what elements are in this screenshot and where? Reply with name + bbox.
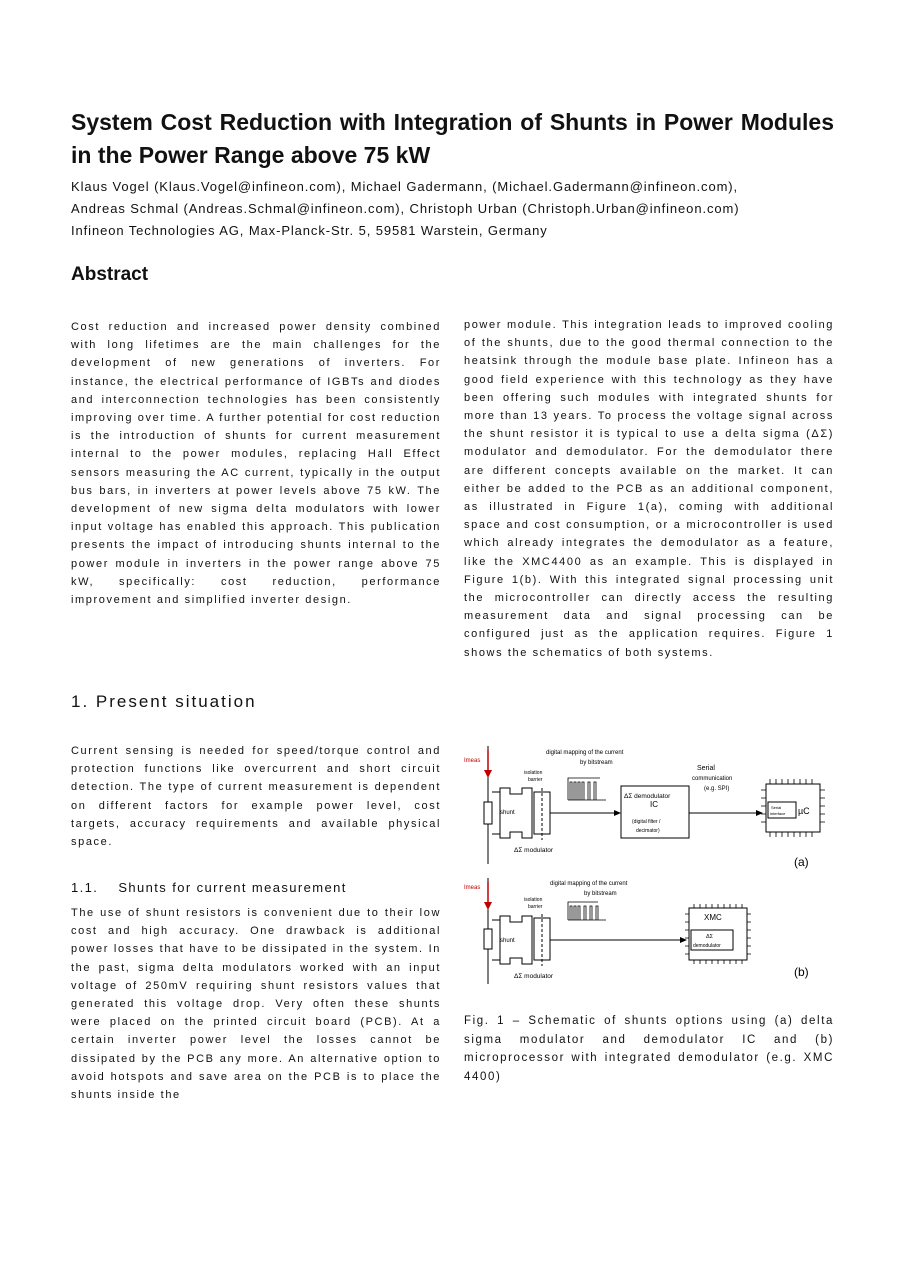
figure-b-label: (b)	[794, 965, 809, 979]
arrow-head	[614, 810, 621, 816]
section-1-1-text: The use of shunt resistors is convenient due to their low cost and high accuracy. One drawback is additional power losses that have to be dissipated in the system. In the past, sigma delta modulators worked with an input voltage of 250mV requiring shunt resistors values that generated this voltage drop. Very often these shunts were placed on the printed circuit board (PCB). At a certain inverter power level the losses cannot be dissipated by the PCB any more. An alternative option to avoid hotspots and save area on the PCB is to place the shunts inside the	[71, 907, 441, 1102]
xmc-demod-label-2: demodulator	[693, 943, 721, 949]
shunt-resistor	[484, 802, 492, 824]
demod-label-1: ΔΣ demodulator	[624, 793, 671, 800]
imeas-label: Imeas	[464, 758, 481, 764]
isolation-label-1: isolation	[524, 897, 543, 903]
uc-label: µC	[798, 806, 810, 816]
mapping-label-2: by bitstream	[580, 760, 613, 766]
serial-label-3: (e.g. SPI)	[704, 786, 730, 792]
figure-a-label: (a)	[794, 855, 809, 869]
imeas-label: Imeas	[464, 885, 481, 891]
abstract-heading: Abstract	[71, 264, 149, 285]
serial-label-2: communication	[692, 776, 733, 782]
shunt-resistor	[484, 929, 492, 949]
author-block	[71, 176, 841, 242]
paper-title: System Cost Reduction with Integration of Shunts in Power Modules in the Power Range above 75 kW	[71, 109, 834, 168]
section-1-1-heading: 1.1. Shunts for current measurement	[71, 880, 347, 895]
author-line-2: Andreas Schmal (Andreas.Schmal@infineon.com), Christoph Urban (Christoph.Urban@infineon.com)	[71, 201, 740, 216]
bitstream-waveform	[568, 902, 606, 920]
demod-label-4: decimator)	[636, 828, 660, 834]
affiliation-line: Infineon Technologies AG, Max-Planck-Str. 5, 59581 Warstein, Germany	[71, 223, 548, 238]
demod-label-3: (digital filter /	[632, 819, 661, 825]
abstract-text: Cost reduction and increased power density combined with long lifetimes are the main challenges for the development of new generations of inverters. For instance, the electrical performance of IGBTs and diodes and interconnection technologies has been consistently improving over time. A further potential for cost reduction is the introduction of shunts for current measurement internal to the power modules, replacing Hall Effect sensors measuring the AC current, typically in the output bus bars, in inverters at power levels above 75 kW. The development of new sigma delta modulators with lower input voltage has enabled this approach. This publication presents the impact of introducing shunts internal to the power module in inverters in the power range above 75 kW, specifically: cost reduction, performance improvement and simplified inverter design.	[71, 321, 441, 607]
shunt-label: shunt	[500, 938, 515, 944]
modulator-label: ΔΣ modulator	[514, 847, 554, 854]
current-arrow-head	[484, 902, 492, 910]
right-column-text: power module. This integration leads to improved cooling of the shunts, due to the good thermal connection to the heatsink through the module base plate. Infineon has a good field experience with this technology as they have been offering such modules with integrated shunts for more than 13 years. To process the voltage signal across the shunt resistor it is typical to use a delta sigma (ΔΣ) modulator and demodulator. For the demodulator there are different concepts available on the market. It can either be added to the PCB as an additional component, as illustrated in Figure 1(a), coming with additional space and cost consumption, or a microcontroller is used which already integrates the demodulator as a feature, like the XMC4400 as an example. This is displayed in Figure 1(b). With this integrated signal processing unit the microcontroller can directly access the resulting measurement data and signal processing can be configured just as the application requires. Figure 1 shows the schematics of both systems.	[464, 319, 834, 659]
demod-label-2: IC	[650, 800, 658, 809]
serial-if-label-2: interface	[770, 811, 786, 816]
xmc-label: XMC	[704, 913, 722, 922]
bitstream-waveform	[568, 778, 606, 800]
isolation-label-2: barrier	[528, 777, 543, 783]
section-1-text: Current sensing is needed for speed/torque control and protection functions like overcurrent and short circuit detection. The type of current measurement is dependent on different factors for example power level, cost targets, accuracy requirements and available physical space.	[71, 745, 441, 849]
figure-caption: Fig. 1 – Schematic of shunts options using (a) delta sigma modulator and demodulator IC and (b) microprocessor with integrated demodulator (e.g. XMC 4400)	[464, 1015, 834, 1083]
isolation-label-2: barrier	[528, 904, 543, 910]
mapping-label-1: digital mapping of the current	[546, 750, 624, 756]
section-1-heading: 1. Present situation	[71, 692, 257, 711]
figure-1b-schematic	[460, 874, 840, 986]
xmc-demod-label-1: ΔΣ	[706, 934, 714, 940]
arrow-head	[756, 810, 763, 816]
serial-label-1: Serial	[697, 765, 715, 772]
isolation-label-1: isolation	[524, 770, 543, 776]
mapping-label-2: by bitstream	[584, 891, 617, 897]
modulator-label: ΔΣ modulator	[514, 973, 554, 980]
serial-if-label-1: Serial	[771, 805, 782, 810]
shunt-label: shunt	[500, 810, 515, 816]
author-line-1: Klaus Vogel (Klaus.Vogel@infineon.com), Michael Gadermann, (Michael.Gadermann@infineon.com),	[71, 179, 739, 194]
figure-1a-schematic	[460, 742, 840, 874]
mapping-label-1: digital mapping of the current	[550, 881, 628, 887]
current-arrow-head	[484, 770, 492, 778]
